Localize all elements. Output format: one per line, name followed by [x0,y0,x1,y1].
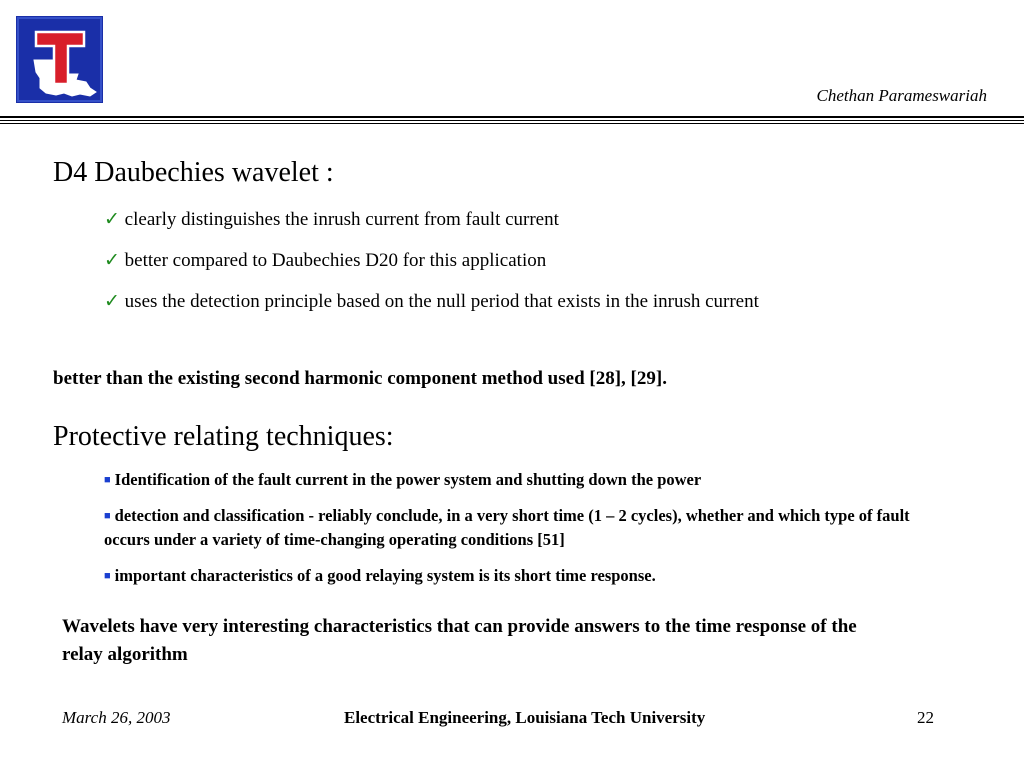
square-bullet-icon: ■ [104,510,111,522]
square-bullet-item [104,564,944,588]
square-bullet-item [104,468,944,492]
footer-date: March 26, 2003 [62,708,171,727]
square-bullet-text: detection and classification - reliably conclude, in a very short time (1 – 2 cycles), whether and which type of fault occurs under a variety of time-changing operating conditions [51] [104,506,910,549]
summary-text: Wavelets have very interesting characteristics that can provide answers to the time response of the relay algorithm [62,616,857,665]
section-heading-d4: D4 Daubechies wavelet : [53,157,334,188]
comparison-note: better than the existing second harmonic component method used [28], [29]. [53,368,667,389]
check-item-text: better compared to Daubechies D20 for this application [124,250,547,271]
checkmark-icon: ✓ [104,291,120,312]
check-item-text: clearly distinguishes the inrush current from fault current [124,209,559,230]
square-bullet-text: Identification of the fault current in the power system and shutting down the power [114,470,702,489]
checkmark-icon: ✓ [104,250,120,271]
square-bullet-text: important characteristics of a good relaying system is its short time response. [114,566,656,585]
square-bullet-icon: ■ [104,474,111,486]
check-item [104,206,784,233]
header-rule-top [0,116,1024,118]
section-heading-protective: Protective relating techniques: [53,421,394,452]
check-item [104,288,774,315]
header-rule-bottom [0,123,1024,124]
square-bullet-item [104,504,924,552]
author-name: Chethan Parameswariah [816,86,987,105]
louisiana-tech-logo [16,16,103,103]
header-rule-middle [0,120,1024,121]
check-item [104,247,784,274]
footer-organization: Electrical Engineering, Louisiana Tech University [344,708,706,727]
square-bullet-icon: ■ [104,570,111,582]
checkmark-icon: ✓ [104,209,120,230]
check-item-text: uses the detection principle based on the null period that exists in the inrush current [124,291,759,312]
page-number: 22 [917,708,934,727]
